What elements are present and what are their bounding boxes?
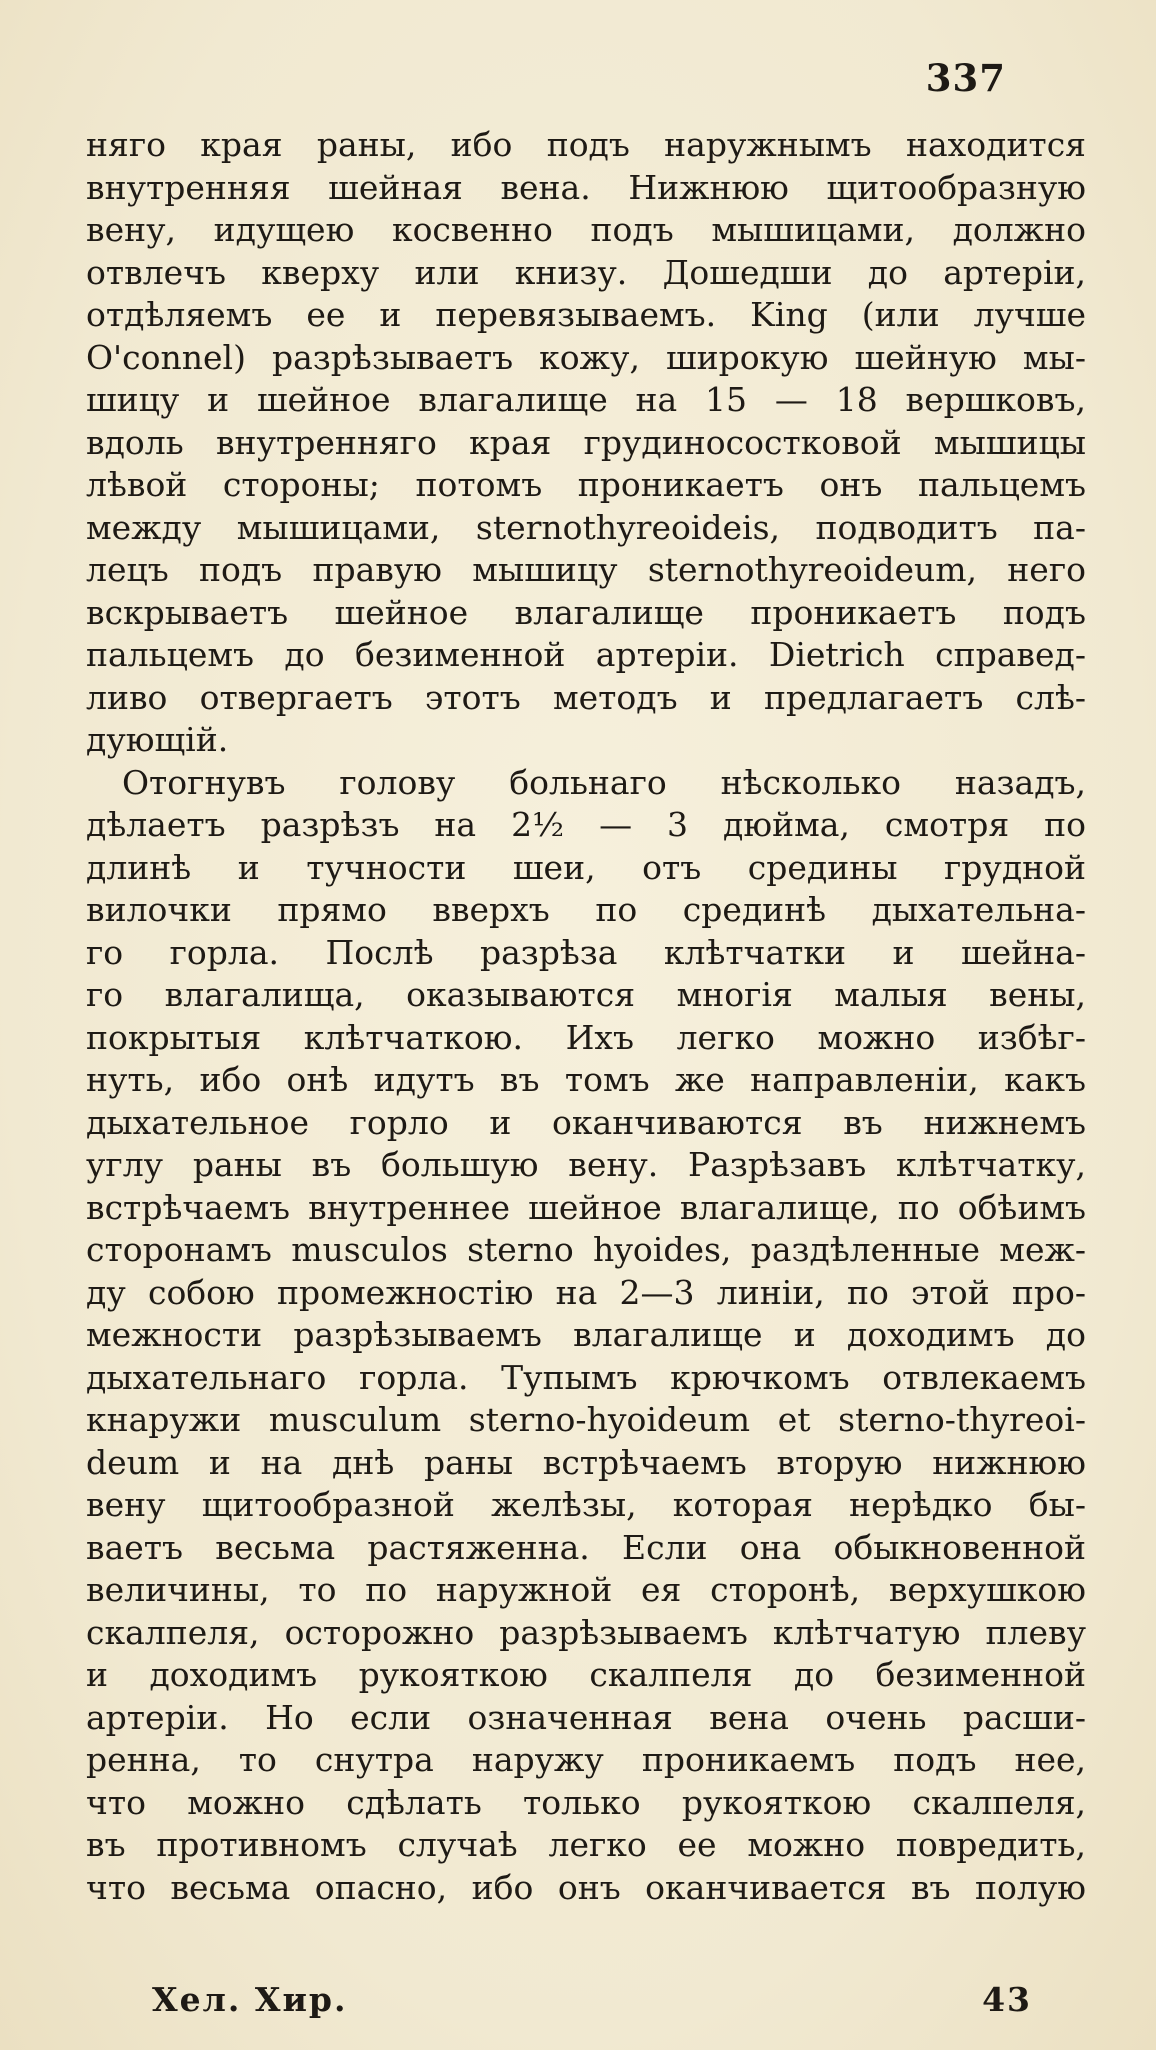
text-line: вилочки прямо вверхъ по срединѣ дыхательна- bbox=[86, 890, 1086, 929]
footer-signature: Хел. Хир. bbox=[152, 1980, 348, 2019]
text-line: между мышицами, sternothyreoideis, подводитъ па- bbox=[86, 507, 1086, 547]
body-text bbox=[86, 124, 1086, 1909]
text-line: что можно сдѣлать только рукояткою скалпеля, bbox=[86, 1782, 1086, 1822]
text-line: шицу и шейное влагалище на 15 — 18 вершковъ, bbox=[86, 380, 1086, 419]
text-line: покрытыя клѣтчаткою. Ихъ легко можно избѣг- bbox=[86, 1017, 1086, 1057]
text-line: пальцемъ до безименной артеріи. Dietrich справед- bbox=[86, 635, 1086, 674]
text-line: нуть, ибо онѣ идутъ въ томъ же направленіи, какъ bbox=[86, 1060, 1086, 1099]
text-line: O'connel) разрѣзываетъ кожу, широкую шейную мы- bbox=[86, 337, 1086, 377]
text-line: дыхательное горло и оканчиваются въ нижнемъ bbox=[86, 1102, 1086, 1142]
text-line: внутренняя шейная вена. Нижнюю щитообразную bbox=[86, 167, 1086, 207]
text-line: величины, то по наружной ея сторонѣ, верхушкою bbox=[86, 1570, 1086, 1609]
text-line: въ противномъ случаѣ легко ее можно повредить, bbox=[86, 1825, 1086, 1864]
text-line: что весьма опасно, ибо онъ оканчивается въ полую bbox=[86, 1867, 1086, 1907]
text-line: дѣлаетъ разрѣзъ на 2½ — 3 дюйма, смотря по bbox=[86, 805, 1086, 844]
page-footer bbox=[152, 1980, 1032, 2026]
text-line: лецъ подъ правую мышицу sternothyreoideum, него bbox=[86, 550, 1086, 589]
text-line: лѣвой стороны; потомъ проникаетъ онъ пальцемъ bbox=[86, 465, 1086, 504]
text-line: дыхательнаго горла. Тупымъ крючкомъ отвлекаемъ bbox=[86, 1357, 1086, 1397]
text-line: ду собою промежностію на 2—3 линіи, по этой про- bbox=[86, 1272, 1086, 1312]
paragraph-end-line: дующій. bbox=[86, 720, 229, 759]
text-line: отдѣляемъ ее и перевязываемъ. King (или лучше bbox=[86, 295, 1086, 334]
text-line: вену щитообразной желѣзы, которая нерѣдко бы- bbox=[86, 1485, 1086, 1524]
text-line: вену, идущею косвенно подъ мышицами, должно bbox=[86, 210, 1086, 249]
text-line: го горла. Послѣ разрѣза клѣтчатки и шейна- bbox=[86, 932, 1086, 972]
text-line: го влагалища, оказываются многія малыя вены, bbox=[86, 975, 1086, 1014]
text-line: ренна, то снутра наружу проникаемъ подъ нее, bbox=[86, 1740, 1086, 1779]
text-line: вдоль внутренняго края грудиносостковой мышицы bbox=[86, 422, 1086, 462]
text-line: длинѣ и тучности шеи, отъ средины грудной bbox=[86, 847, 1086, 887]
page-number: 337 bbox=[925, 56, 1006, 100]
text-line: скалпеля, осторожно разрѣзываемъ клѣтчатую плеву bbox=[86, 1612, 1086, 1652]
text-line: вскрываетъ шейное влагалище проникаетъ подъ bbox=[86, 592, 1086, 632]
text-line: отвлечъ кверху или книзу. Дошедши до артеріи, bbox=[86, 252, 1086, 292]
text-line: артеріи. Но если означенная вена очень расши- bbox=[86, 1697, 1086, 1737]
text-line: и доходимъ рукояткою скалпеля до безименной bbox=[86, 1655, 1086, 1694]
paragraph-start-line: Отогнувъ голову больнаго нѣсколько назадъ, bbox=[122, 762, 1086, 802]
text-line: встрѣчаемъ внутреннее шейное влагалище, по обѣимъ bbox=[86, 1187, 1086, 1227]
text-line: deum и на днѣ раны встрѣчаемъ вторую нижнюю bbox=[86, 1442, 1086, 1482]
text-line: межности разрѣзываемъ влагалище и доходимъ до bbox=[86, 1315, 1086, 1354]
text-line: кнаружи musculum sterno-hyoideum et sterno-thyreoi- bbox=[86, 1400, 1086, 1439]
text-line: углу раны въ большую вену. Разрѣзавъ клѣтчатку, bbox=[86, 1145, 1086, 1184]
text-line: ливо отвергаетъ этотъ методъ и предлагаетъ слѣ- bbox=[86, 677, 1086, 717]
footer-sheet-number: 43 bbox=[982, 1980, 1032, 2019]
text-line: ваетъ весьма растяженна. Если она обыкновенной bbox=[86, 1527, 1086, 1567]
text-line: сторонамъ musculos sterno hyoides, раздѣленные меж- bbox=[86, 1230, 1086, 1269]
text-line: няго края раны, ибо подъ наружнымъ находится bbox=[86, 125, 1086, 164]
